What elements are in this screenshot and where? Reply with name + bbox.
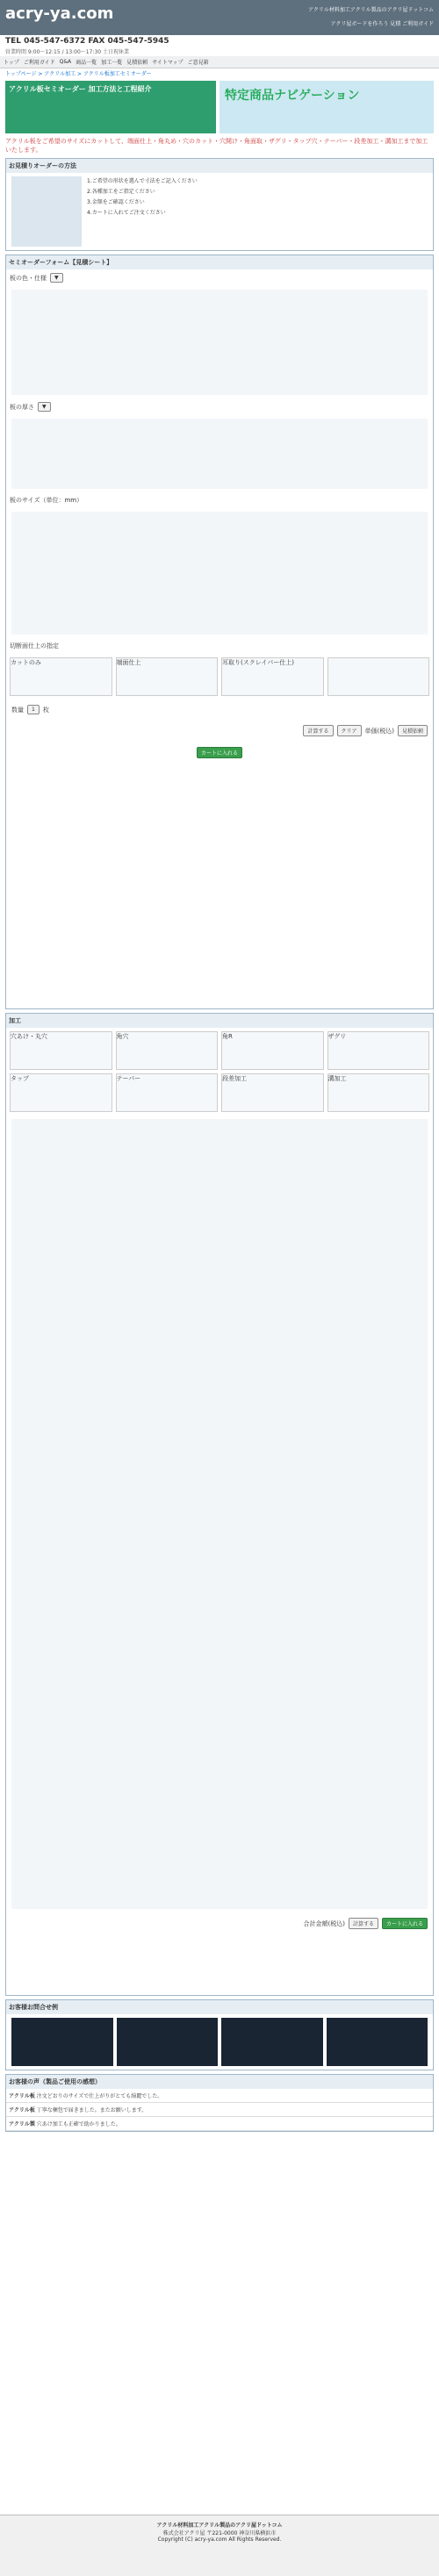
proc-taper[interactable]: テーパー bbox=[116, 1073, 219, 1112]
processing-spec-panel bbox=[11, 1119, 428, 1909]
reviews-title: お客様の声（製品ご使用の感想） bbox=[6, 2075, 433, 2089]
step-1: 1.ご希望の形状を選んで寸法をご記入ください bbox=[87, 178, 198, 184]
price-row bbox=[6, 720, 433, 742]
hero-banner bbox=[5, 81, 434, 133]
order-steps bbox=[5, 158, 434, 251]
material-panel bbox=[11, 290, 428, 395]
nav-quote[interactable]: 見積依頼 bbox=[126, 60, 148, 66]
size-label: 板のサイズ（単位：mm） bbox=[10, 497, 83, 504]
step-3: 3.金額をご確認ください bbox=[87, 199, 145, 205]
edge-cut-only[interactable]: カットのみ bbox=[10, 657, 112, 696]
thickness-panel bbox=[11, 419, 428, 489]
footer-company: アクリル材料加工アクリル製品のアクリ屋ドットコム bbox=[156, 2522, 283, 2529]
header-links[interactable]: アクリ屋ボードを作ろう 見積 ご利用ガイド bbox=[330, 21, 434, 27]
calc-button[interactable]: 計算する bbox=[303, 725, 333, 736]
tagline: アクリル材料加工アクリル製品のアクリ屋ドットコム bbox=[308, 7, 434, 13]
nav-sitemap[interactable]: サイトマップ bbox=[152, 60, 184, 66]
step-2: 2.各種加工をご指定ください bbox=[87, 189, 155, 195]
estimate-button[interactable]: 見積依頼 bbox=[398, 725, 428, 736]
footer-copyright: Copyright (C) acry-ya.com All Rights Reserved. bbox=[157, 2537, 282, 2543]
review-item: アクリル板 丁寧な梱包で届きました。またお願いします。 bbox=[6, 2103, 433, 2117]
size-panel bbox=[11, 512, 428, 635]
gallery-photo[interactable] bbox=[117, 2018, 219, 2066]
site-header bbox=[0, 0, 439, 35]
gallery-photo[interactable] bbox=[221, 2018, 323, 2066]
qty-label: 数量 bbox=[11, 706, 24, 714]
banner-navigation[interactable]: 特定商品ナビゲーション bbox=[220, 81, 434, 133]
estimate-form bbox=[5, 255, 434, 1009]
qty-row bbox=[6, 700, 433, 720]
proc-round-hole[interactable]: 穴あけ・丸穴 bbox=[10, 1031, 112, 1070]
step-4: 4.カートに入れてご注文ください bbox=[87, 210, 166, 216]
add-to-cart-button-2[interactable]: カートに入れる bbox=[382, 1918, 428, 1929]
qty-input[interactable]: 1 bbox=[27, 705, 40, 714]
global-nav bbox=[0, 56, 439, 68]
gallery-photo[interactable] bbox=[327, 2018, 428, 2066]
edge-options bbox=[6, 654, 433, 700]
review-item: アクリル板 注文どおりのサイズで仕上がりがとても綺麗でした。 bbox=[6, 2089, 433, 2103]
edge-finish[interactable]: 端面仕上 bbox=[116, 657, 219, 696]
proc-counterbore[interactable]: ザグリ bbox=[327, 1031, 430, 1070]
nav-process[interactable]: 加工一覧 bbox=[101, 60, 123, 66]
gallery bbox=[5, 1999, 434, 2070]
steps-title: お見積りオーダーの方法 bbox=[6, 159, 433, 173]
processing-title: 加工 bbox=[6, 1014, 433, 1028]
calc-button-2[interactable]: 計算する bbox=[349, 1918, 378, 1929]
nav-guide[interactable]: ご利用ガイド bbox=[23, 60, 55, 66]
breadcrumb[interactable]: トップページ > アクリル加工 > アクリル板加工セミオーダー bbox=[5, 71, 152, 77]
proc-square-hole[interactable]: 角穴 bbox=[116, 1031, 219, 1070]
intro-text: アクリル板をご希望のサイズにカットして、端面仕上・角丸め・穴のカット・穴開け・角面取・ザグリ・タップ穴・テーパー・段差加工・溝加工まで加工いたします。 bbox=[5, 138, 428, 154]
site-footer bbox=[0, 2515, 439, 2576]
tel-fax: TEL 045-547-6372 FAX 045-547-5945 bbox=[5, 37, 169, 46]
proc-step[interactable]: 段差加工 bbox=[221, 1073, 324, 1112]
thickness-label: 板の厚さ bbox=[10, 403, 34, 411]
nav-products[interactable]: 商品一覧 bbox=[76, 60, 97, 66]
review-item: アクリル製 穴あけ加工も正確で助かりました。 bbox=[6, 2117, 433, 2131]
footer-address: 株式会社アクリ屋 〒221-0000 神奈川県横浜市 bbox=[162, 2530, 277, 2537]
edge-select[interactable] bbox=[327, 657, 430, 696]
proc-tap[interactable]: タップ bbox=[10, 1073, 112, 1112]
material-label: 板の色・仕様 bbox=[10, 274, 47, 282]
proc-corner-r[interactable]: 角R bbox=[221, 1031, 324, 1070]
qty-unit: 枚 bbox=[42, 706, 49, 714]
nav-qa[interactable]: Q&A bbox=[59, 59, 72, 65]
edge-scraper[interactable]: 耳取り(スクレイパー仕上) bbox=[221, 657, 324, 696]
steps-image bbox=[11, 176, 82, 247]
total-row bbox=[6, 1912, 433, 1934]
gallery-photo[interactable] bbox=[11, 2018, 113, 2066]
unit-price-label: 単価(税込) bbox=[364, 727, 394, 735]
edge-label: 切断面仕上の指定 bbox=[10, 642, 59, 649]
site-logo[interactable]: acry-ya.com bbox=[5, 4, 114, 23]
nav-top[interactable]: トップ bbox=[4, 60, 19, 66]
clear-button[interactable]: クリア bbox=[337, 725, 362, 736]
banner-process[interactable]: アクリル板セミオーダー 加工方法と工程紹介 bbox=[5, 81, 216, 133]
nav-feedback[interactable]: ご意見箱 bbox=[187, 60, 209, 66]
gallery-title: お客様お問合せ例 bbox=[6, 2000, 433, 2014]
material-select[interactable]: ▼ bbox=[50, 273, 63, 283]
add-to-cart-button[interactable]: カートに入れる bbox=[197, 747, 242, 758]
reviews bbox=[5, 2074, 434, 2132]
business-hours: 営業時間 9:00～12:15 / 13:00～17:30 土日祝休業 bbox=[5, 49, 129, 55]
form-title: セミオーダーフォーム【見積シート】 bbox=[6, 255, 433, 269]
total-label: 合計金額(税込) bbox=[303, 1919, 345, 1927]
processing-section bbox=[5, 1013, 434, 1996]
proc-groove[interactable]: 溝加工 bbox=[327, 1073, 430, 1112]
thickness-select[interactable]: ▼ bbox=[38, 402, 51, 412]
